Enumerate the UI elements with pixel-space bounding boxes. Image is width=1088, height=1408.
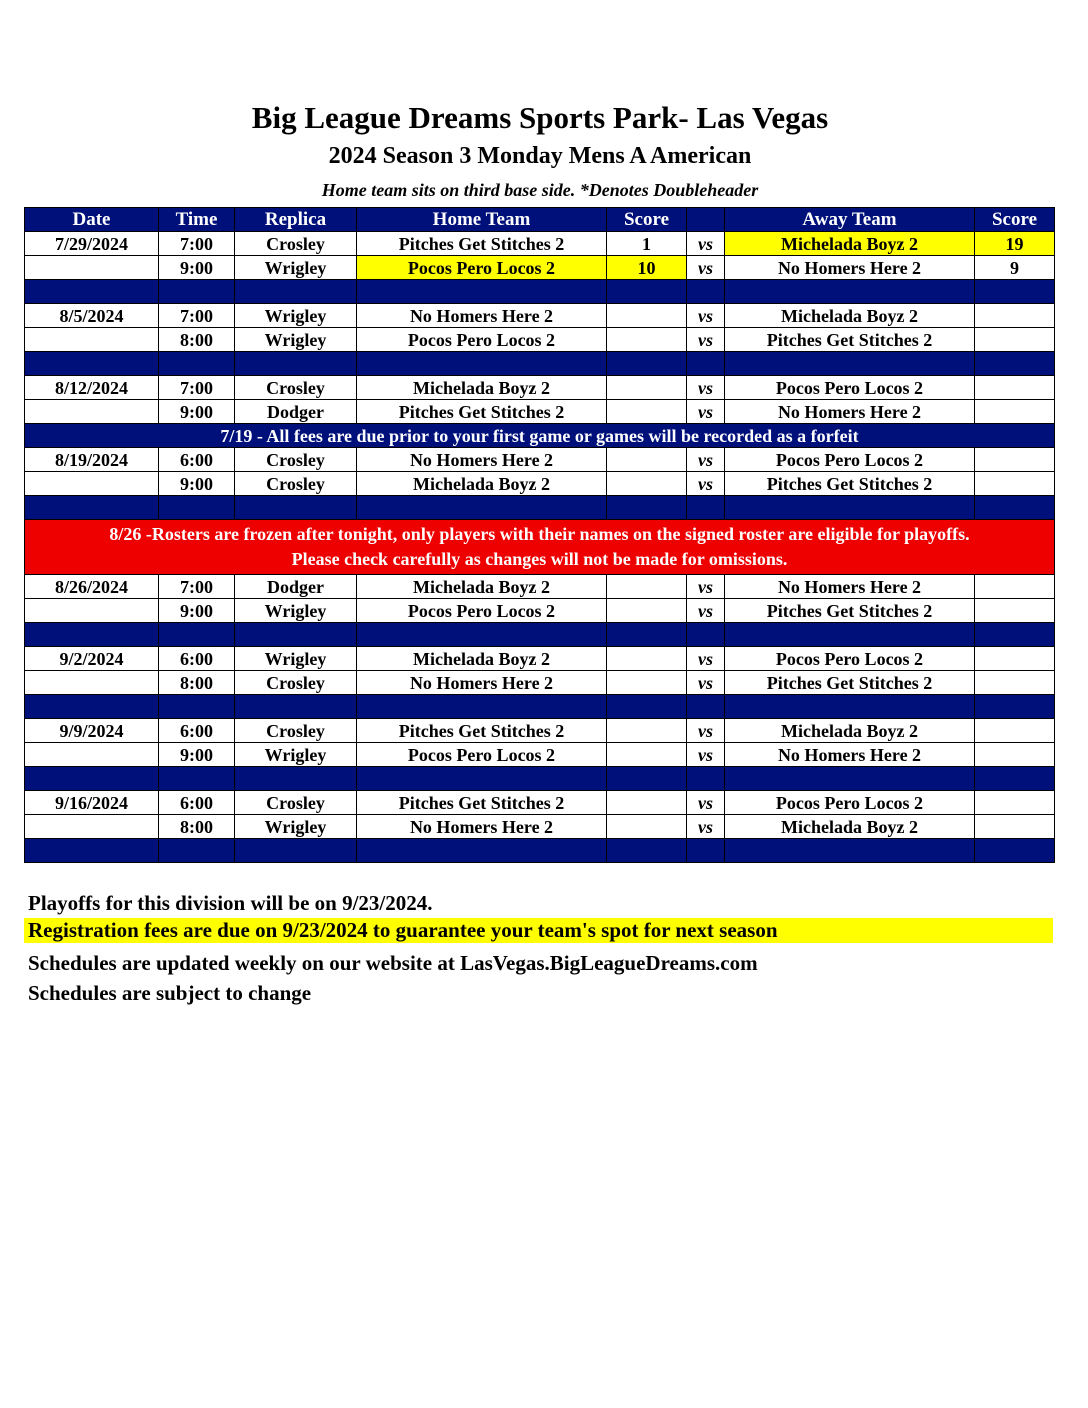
home-team-cell: Michelada Boyz 2	[357, 472, 607, 496]
spacer-cell	[235, 767, 357, 791]
time-cell: 8:00	[159, 671, 235, 695]
vs-label: vs	[687, 743, 725, 767]
home-score-cell	[607, 400, 687, 424]
away-score-cell	[975, 575, 1055, 599]
table-row	[25, 647, 1055, 671]
spacer-cell	[607, 767, 687, 791]
spacer-cell	[607, 280, 687, 304]
home-score-cell	[607, 328, 687, 352]
date-cell: 9/9/2024	[25, 719, 159, 743]
home-team-cell: No Homers Here 2	[357, 815, 607, 839]
table-row	[25, 376, 1055, 400]
away-team-cell: Pitches Get Stitches 2	[725, 472, 975, 496]
table-row	[25, 815, 1055, 839]
home-team-cell: No Homers Here 2	[357, 671, 607, 695]
away-team-cell: Pocos Pero Locos 2	[725, 448, 975, 472]
spacer-cell	[357, 496, 607, 520]
spacer-cell	[357, 352, 607, 376]
spacer-cell	[357, 839, 607, 863]
home-team-cell: Michelada Boyz 2	[357, 575, 607, 599]
date-cell	[25, 472, 159, 496]
spacer-row	[25, 280, 1055, 304]
away-score-cell	[975, 328, 1055, 352]
away-team-cell: Pitches Get Stitches 2	[725, 599, 975, 623]
replica-cell: Wrigley	[235, 304, 357, 328]
away-score-cell: 19	[975, 232, 1055, 256]
table-row	[25, 791, 1055, 815]
header-note: Home team sits on third base side. *Denotes Doubleheader	[321, 180, 759, 200]
date-cell	[25, 328, 159, 352]
away-team-cell: No Homers Here 2	[725, 743, 975, 767]
home-score-cell	[607, 815, 687, 839]
away-team-cell: Michelada Boyz 2	[725, 232, 975, 256]
table-row	[25, 232, 1055, 256]
vs-label: vs	[687, 719, 725, 743]
spacer-cell	[687, 839, 725, 863]
away-team-cell: No Homers Here 2	[725, 256, 975, 280]
spacer-cell	[159, 695, 235, 719]
time-cell: 8:00	[159, 328, 235, 352]
spacer-cell	[235, 352, 357, 376]
vs-label: vs	[687, 376, 725, 400]
alert-cell	[25, 520, 1055, 575]
footer-playoffs: Playoffs for this division will be on 9/23/2024.	[28, 891, 433, 915]
column-header-time: Time	[159, 208, 235, 232]
home-team-cell: Pocos Pero Locos 2	[357, 256, 607, 280]
table-header-row	[25, 208, 1055, 232]
time-cell: 6:00	[159, 647, 235, 671]
spacer-cell	[687, 623, 725, 647]
replica-cell: Wrigley	[235, 647, 357, 671]
home-score-cell	[607, 472, 687, 496]
spacer-cell	[25, 695, 159, 719]
time-cell: 6:00	[159, 791, 235, 815]
home-team-cell: No Homers Here 2	[357, 448, 607, 472]
vs-label: vs	[687, 304, 725, 328]
vs-label: vs	[687, 472, 725, 496]
alert-line-1: 8/26 -Rosters are frozen after tonight, only players with their names on the signed roster are eligible for playoffs.	[109, 524, 970, 544]
spacer-cell	[25, 623, 159, 647]
away-score-cell	[975, 400, 1055, 424]
spacer-row	[25, 623, 1055, 647]
home-score-cell	[607, 575, 687, 599]
away-team-cell: Michelada Boyz 2	[725, 304, 975, 328]
time-cell: 6:00	[159, 448, 235, 472]
time-cell: 9:00	[159, 256, 235, 280]
footer-change: Schedules are subject to change	[28, 981, 312, 1005]
date-cell	[25, 256, 159, 280]
spacer-cell	[25, 280, 159, 304]
spacer-cell	[607, 695, 687, 719]
date-cell: 7/29/2024	[25, 232, 159, 256]
spacer-row	[25, 839, 1055, 863]
replica-cell: Dodger	[235, 575, 357, 599]
time-cell: 7:00	[159, 304, 235, 328]
date-cell	[25, 671, 159, 695]
notice-row	[25, 424, 1055, 448]
spacer-cell	[975, 623, 1055, 647]
table-row	[25, 448, 1055, 472]
away-team-cell: No Homers Here 2	[725, 575, 975, 599]
spacer-cell	[235, 623, 357, 647]
replica-cell: Dodger	[235, 400, 357, 424]
date-cell	[25, 400, 159, 424]
spacer-cell	[159, 280, 235, 304]
spacer-cell	[687, 352, 725, 376]
table-row	[25, 400, 1055, 424]
spacer-cell	[159, 767, 235, 791]
spacer-cell	[159, 623, 235, 647]
page-title: Big League Dreams Sports Park- Las Vegas	[251, 100, 829, 135]
away-score-cell	[975, 671, 1055, 695]
table-row	[25, 743, 1055, 767]
vs-label: vs	[687, 791, 725, 815]
spacer-cell	[25, 352, 159, 376]
time-cell: 7:00	[159, 232, 235, 256]
time-cell: 9:00	[159, 400, 235, 424]
away-team-cell: Pocos Pero Locos 2	[725, 791, 975, 815]
spacer-row	[25, 496, 1055, 520]
spacer-cell	[687, 280, 725, 304]
column-header-home-team: Home Team	[357, 208, 607, 232]
table-row	[25, 328, 1055, 352]
footer-website: Schedules are updated weekly on our website at LasVegas.BigLeagueDreams.com	[28, 951, 758, 975]
away-score-cell: 9	[975, 256, 1055, 280]
home-team-cell: Pitches Get Stitches 2	[357, 719, 607, 743]
spacer-cell	[725, 839, 975, 863]
replica-cell: Crosley	[235, 472, 357, 496]
spacer-cell	[607, 352, 687, 376]
away-score-cell	[975, 599, 1055, 623]
spacer-cell	[357, 623, 607, 647]
schedule-body	[25, 232, 1055, 863]
home-team-cell: Pitches Get Stitches 2	[357, 232, 607, 256]
spacer-cell	[725, 623, 975, 647]
spacer-cell	[725, 352, 975, 376]
home-score-cell	[607, 719, 687, 743]
home-score-cell	[607, 599, 687, 623]
home-team-cell: Pitches Get Stitches 2	[357, 791, 607, 815]
vs-label: vs	[687, 448, 725, 472]
vs-label: vs	[687, 232, 725, 256]
away-score-cell	[975, 743, 1055, 767]
spacer-cell	[975, 767, 1055, 791]
spacer-cell	[357, 767, 607, 791]
column-header-date: Date	[25, 208, 159, 232]
home-team-cell: Pocos Pero Locos 2	[357, 743, 607, 767]
away-team-cell: Michelada Boyz 2	[725, 719, 975, 743]
column-header-replica: Replica	[235, 208, 357, 232]
date-cell: 8/12/2024	[25, 376, 159, 400]
spacer-cell	[159, 352, 235, 376]
replica-cell: Wrigley	[235, 743, 357, 767]
replica-cell: Crosley	[235, 791, 357, 815]
notice-text: 7/19 - All fees are due prior to your first game or games will be recorded as a forfeit	[25, 424, 1055, 448]
spacer-cell	[725, 496, 975, 520]
column-header-away-team: Away Team	[725, 208, 975, 232]
home-score-cell	[607, 376, 687, 400]
date-cell: 9/2/2024	[25, 647, 159, 671]
replica-cell: Crosley	[235, 719, 357, 743]
vs-label: vs	[687, 599, 725, 623]
replica-cell: Crosley	[235, 232, 357, 256]
away-score-cell	[975, 815, 1055, 839]
table-row	[25, 472, 1055, 496]
home-team-cell: No Homers Here 2	[357, 304, 607, 328]
home-team-cell: Michelada Boyz 2	[357, 376, 607, 400]
table-row	[25, 671, 1055, 695]
replica-cell: Wrigley	[235, 328, 357, 352]
spacer-cell	[235, 280, 357, 304]
spacer-cell	[975, 496, 1055, 520]
replica-cell: Crosley	[235, 448, 357, 472]
home-team-cell: Pitches Get Stitches 2	[357, 400, 607, 424]
home-score-cell	[607, 743, 687, 767]
table-row	[25, 575, 1055, 599]
table-row	[25, 599, 1055, 623]
spacer-cell	[975, 352, 1055, 376]
page-subtitle: 2024 Season 3 Monday Mens A American	[328, 143, 752, 169]
spacer-cell	[235, 839, 357, 863]
home-team-cell: Pocos Pero Locos 2	[357, 328, 607, 352]
time-cell: 9:00	[159, 743, 235, 767]
vs-label: vs	[687, 400, 725, 424]
spacer-cell	[25, 496, 159, 520]
spacer-row	[25, 767, 1055, 791]
date-cell: 9/16/2024	[25, 791, 159, 815]
spacer-cell	[159, 839, 235, 863]
spacer-cell	[725, 695, 975, 719]
table-row	[25, 719, 1055, 743]
vs-label: vs	[687, 256, 725, 280]
column-header-home-score: Score	[607, 208, 687, 232]
vs-label: vs	[687, 815, 725, 839]
spacer-cell	[687, 767, 725, 791]
spacer-cell	[235, 496, 357, 520]
spacer-cell	[725, 280, 975, 304]
replica-cell: Wrigley	[235, 599, 357, 623]
date-cell	[25, 599, 159, 623]
spacer-cell	[687, 496, 725, 520]
spacer-cell	[975, 280, 1055, 304]
spacer-cell	[975, 695, 1055, 719]
spacer-cell	[25, 767, 159, 791]
away-score-cell	[975, 304, 1055, 328]
home-score-cell	[607, 304, 687, 328]
home-team-cell: Pocos Pero Locos 2	[357, 599, 607, 623]
spacer-cell	[357, 280, 607, 304]
vs-label: vs	[687, 328, 725, 352]
date-cell: 8/26/2024	[25, 575, 159, 599]
spacer-cell	[607, 839, 687, 863]
away-team-cell: Pocos Pero Locos 2	[725, 647, 975, 671]
date-cell: 8/5/2024	[25, 304, 159, 328]
away-score-cell	[975, 647, 1055, 671]
spacer-cell	[687, 695, 725, 719]
spacer-cell	[607, 623, 687, 647]
column-header-vs	[687, 208, 725, 232]
away-score-cell	[975, 791, 1055, 815]
date-cell: 8/19/2024	[25, 448, 159, 472]
away-team-cell: Pitches Get Stitches 2	[725, 328, 975, 352]
away-score-cell	[975, 448, 1055, 472]
date-cell	[25, 743, 159, 767]
home-score-cell	[607, 791, 687, 815]
time-cell: 6:00	[159, 719, 235, 743]
home-score-cell	[607, 671, 687, 695]
time-cell: 7:00	[159, 575, 235, 599]
spacer-cell	[725, 767, 975, 791]
home-score-cell: 10	[607, 256, 687, 280]
home-score-cell	[607, 448, 687, 472]
footer-registration: Registration fees are due on 9/23/2024 to guarantee your team's spot for next season	[24, 918, 1053, 943]
spacer-cell	[607, 496, 687, 520]
replica-cell: Wrigley	[235, 256, 357, 280]
away-team-cell: Pitches Get Stitches 2	[725, 671, 975, 695]
spacer-cell	[975, 839, 1055, 863]
away-score-cell	[975, 719, 1055, 743]
spacer-cell	[159, 496, 235, 520]
home-score-cell	[607, 647, 687, 671]
spacer-cell	[357, 695, 607, 719]
away-team-cell: No Homers Here 2	[725, 400, 975, 424]
alert-line-2: Please check carefully as changes will not be made for omissions.	[291, 549, 788, 569]
spacer-row	[25, 352, 1055, 376]
table-row	[25, 256, 1055, 280]
replica-cell: Crosley	[235, 376, 357, 400]
home-score-cell: 1	[607, 232, 687, 256]
away-team-cell: Michelada Boyz 2	[725, 815, 975, 839]
time-cell: 9:00	[159, 472, 235, 496]
away-score-cell	[975, 376, 1055, 400]
spacer-cell	[25, 839, 159, 863]
replica-cell: Crosley	[235, 671, 357, 695]
time-cell: 7:00	[159, 376, 235, 400]
spacer-cell	[235, 695, 357, 719]
home-team-cell: Michelada Boyz 2	[357, 647, 607, 671]
vs-label: vs	[687, 671, 725, 695]
alert-row	[25, 520, 1055, 575]
time-cell: 9:00	[159, 599, 235, 623]
column-header-away-score: Score	[975, 208, 1055, 232]
date-cell	[25, 815, 159, 839]
table-row	[25, 304, 1055, 328]
spacer-row	[25, 695, 1055, 719]
vs-label: vs	[687, 575, 725, 599]
away-score-cell	[975, 472, 1055, 496]
time-cell: 8:00	[159, 815, 235, 839]
replica-cell: Wrigley	[235, 815, 357, 839]
away-team-cell: Pocos Pero Locos 2	[725, 376, 975, 400]
vs-label: vs	[687, 647, 725, 671]
schedule-table	[24, 207, 1055, 863]
